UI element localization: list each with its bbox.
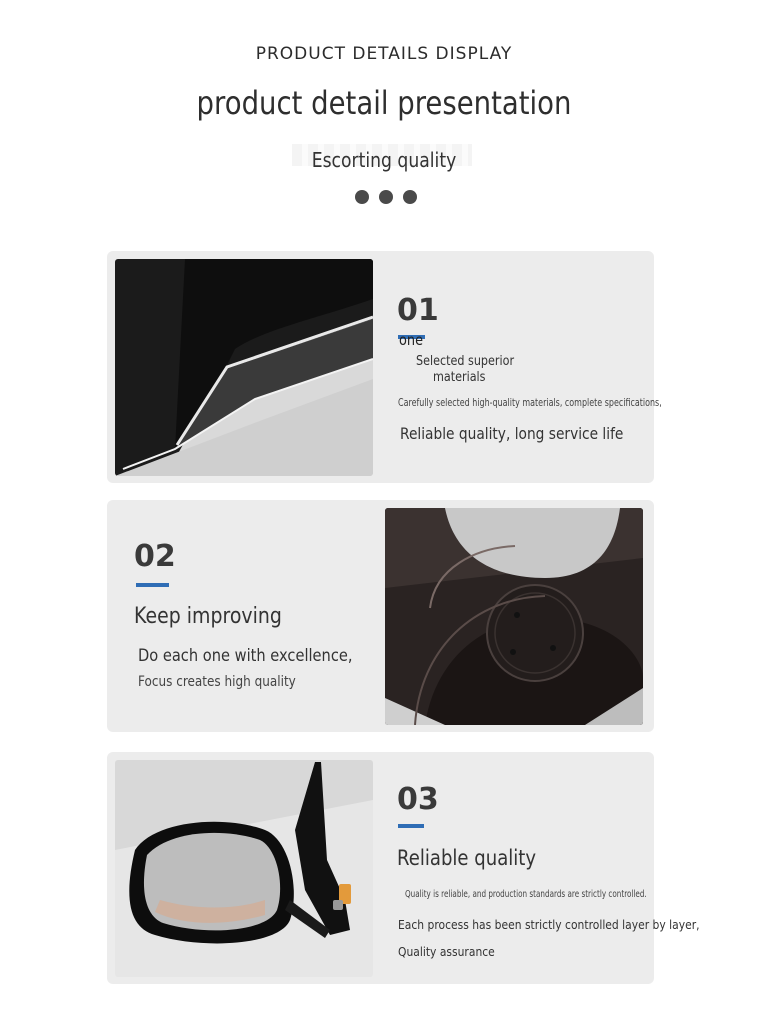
product-photo-3 (115, 760, 373, 977)
section-description: Reliable quality, long service life (400, 424, 624, 443)
section-description: Quality is reliable, and production standards are strictly controlled. (405, 889, 647, 900)
section-number: 03 (397, 782, 439, 817)
section-description: Do each one with excellence, (138, 646, 353, 666)
product-photo-2 (385, 508, 643, 725)
section-description: Focus creates high quality (138, 674, 296, 690)
section-number: 02 (134, 539, 176, 574)
page-kicker: PRODUCT DETAILS DISPLAY (255, 44, 513, 64)
detail-card-1 (107, 251, 662, 483)
dot (355, 190, 369, 204)
section-heading-line1: Selected superior (416, 354, 515, 369)
section-description: Carefully selected high-quality materials, complete specifications, (398, 397, 662, 409)
section-label: one (399, 331, 424, 349)
dot (403, 190, 417, 204)
section-accent-bar (398, 824, 424, 828)
detail-card-2 (107, 500, 654, 732)
product-photo-1 (115, 259, 373, 476)
page-title: product detail presentation (196, 84, 572, 122)
section-number: 01 (397, 293, 439, 328)
dot (379, 190, 393, 204)
section-heading-line2: materials (433, 370, 486, 385)
section-heading: Reliable quality (397, 846, 537, 870)
section-heading: Keep improving (134, 604, 282, 629)
section-description: Each process has been strictly controlled layer by layer, (398, 917, 700, 932)
section-accent-bar (136, 583, 169, 587)
decorative-dots (355, 190, 417, 204)
detail-card-3 (107, 752, 700, 984)
section-description: Quality assurance (398, 944, 495, 959)
page-subtitle: Escorting quality (311, 148, 457, 172)
